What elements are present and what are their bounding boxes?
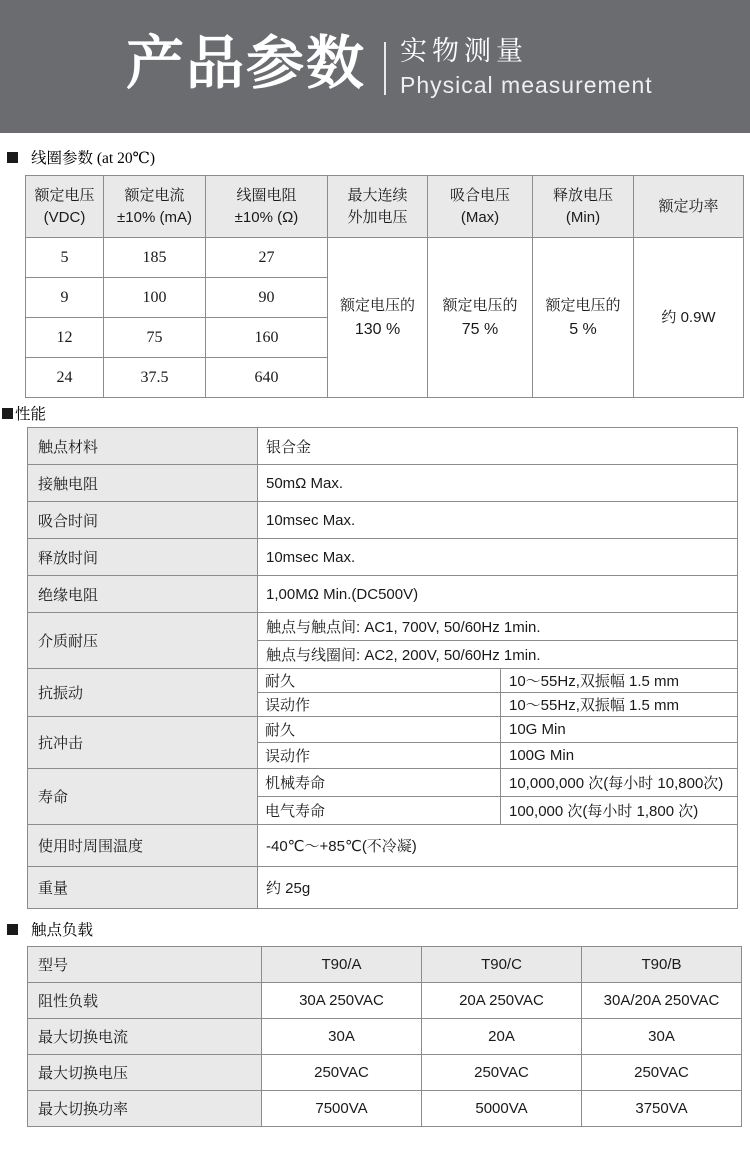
- header-line: (Max): [460, 208, 500, 226]
- perf-value: 10～55Hz,双振幅 1.5 mm: [501, 669, 738, 693]
- load-value: 3750VA: [582, 1091, 742, 1127]
- load-value: 20A: [422, 1019, 582, 1055]
- page-title: 产品参数: [126, 31, 367, 96]
- load-value: 30A: [262, 1019, 422, 1055]
- header-line: ±10% (Ω): [234, 208, 299, 226]
- merged-line: 5 %: [569, 320, 597, 338]
- contact-load-section-title: 触点负载: [31, 922, 94, 939]
- coil-parameters-table: [25, 175, 744, 398]
- load-model: T90/A: [262, 947, 422, 983]
- header-line: 线圈电阻: [236, 186, 297, 204]
- coil-header-row: [26, 176, 744, 238]
- header-line: 额定功率: [658, 197, 719, 215]
- load-label: 阻性负载: [28, 983, 262, 1019]
- coil-cell: 90: [206, 278, 328, 318]
- table-row: [28, 1091, 742, 1127]
- subtitle-chinese: 实物测量: [400, 36, 528, 66]
- table-row: [28, 613, 738, 641]
- perf-value: 10msec Max.: [258, 502, 738, 539]
- table-row: [28, 465, 738, 502]
- load-value: 5000VA: [422, 1091, 582, 1127]
- perf-subkey: 耐久: [258, 717, 501, 743]
- coil-cell: 100: [104, 278, 206, 318]
- perf-value: 触点与线圈间: AC2, 200V, 50/60Hz 1min.: [258, 641, 738, 669]
- header-line: ±10% (mA): [117, 208, 192, 226]
- coil-cell: 9: [26, 278, 104, 318]
- coil-cell: 640: [206, 358, 328, 398]
- coil-cell: 160: [206, 318, 328, 358]
- coil-cell: 185: [104, 238, 206, 278]
- coil-cell: 75: [104, 318, 206, 358]
- table-row: [28, 539, 738, 576]
- section-bullet-icon: [2, 408, 13, 419]
- load-value: 250VAC: [262, 1055, 422, 1091]
- header-divider: [384, 42, 386, 95]
- header-line: 外加电压: [347, 208, 408, 226]
- page-header: [0, 0, 750, 133]
- merged-line: 额定电压的: [545, 297, 621, 314]
- performance-section-title: 性能: [15, 406, 47, 423]
- perf-label: 重量: [28, 867, 258, 909]
- coil-col-header-rated-power: [634, 176, 744, 238]
- perf-label: 抗振动: [28, 669, 258, 717]
- load-value: 30A 250VAC: [262, 983, 422, 1019]
- load-model-label: 型号: [28, 947, 262, 983]
- header-line: 额定电流: [124, 186, 185, 204]
- coil-col-header-max-voltage: [328, 176, 428, 238]
- merged-line: 130 %: [354, 320, 401, 338]
- perf-value: 10msec Max.: [258, 539, 738, 576]
- coil-col-header-pickup-voltage: [428, 176, 533, 238]
- coil-cell: 27: [206, 238, 328, 278]
- coil-cell: 5: [26, 238, 104, 278]
- table-row: [28, 825, 738, 867]
- performance-section-heading: [2, 402, 750, 424]
- perf-value: 50mΩ Max.: [258, 465, 738, 502]
- header-line: 额定电压: [34, 186, 95, 204]
- header-line: 释放电压: [552, 186, 613, 204]
- load-model: T90/C: [422, 947, 582, 983]
- section-bullet-icon: [7, 924, 18, 935]
- coil-col-header-dropout-voltage: [533, 176, 634, 238]
- perf-label: 触点材料: [28, 428, 258, 465]
- perf-label: 接触电阻: [28, 465, 258, 502]
- perf-value: 10G Min: [501, 717, 738, 743]
- table-row: [28, 576, 738, 613]
- table-row: [28, 717, 738, 743]
- contact-load-table: [27, 946, 742, 1127]
- load-value: 250VAC: [582, 1055, 742, 1091]
- table-row: [28, 867, 738, 909]
- coil-cell: 24: [26, 358, 104, 398]
- contact-load-section-heading: [7, 918, 750, 940]
- performance-table: [27, 427, 738, 909]
- load-label: 最大切换功率: [28, 1091, 262, 1127]
- coil-col-header-rated-voltage: [26, 176, 104, 238]
- perf-value: 1,00MΩ Min.(DC500V): [258, 576, 738, 613]
- perf-value: 100,000 次(每小时 1,800 次): [501, 797, 738, 825]
- perf-label: 寿命: [28, 769, 258, 825]
- header-line: (VDC): [43, 208, 86, 226]
- header-subtitle: [400, 35, 653, 98]
- coil-col-header-coil-resistance: [206, 176, 328, 238]
- load-value: 20A 250VAC: [422, 983, 582, 1019]
- table-row: [28, 769, 738, 797]
- header-line: 最大连续: [347, 186, 408, 204]
- perf-value: 约 25g: [258, 867, 738, 909]
- perf-label: 介质耐压: [28, 613, 258, 669]
- perf-value: 触点与触点间: AC1, 700V, 50/60Hz 1min.: [258, 613, 738, 641]
- perf-value: 10,000,000 次(每小时 10,800次): [501, 769, 738, 797]
- coil-pickup-voltage-cell: [428, 238, 533, 398]
- header-line: (Min): [565, 208, 601, 226]
- load-model: T90/B: [582, 947, 742, 983]
- perf-subkey: 耐久: [258, 669, 501, 693]
- coil-cell: 12: [26, 318, 104, 358]
- coil-rated-power-cell: [634, 238, 744, 398]
- perf-subkey: 电气寿命: [258, 797, 501, 825]
- load-label: 最大切换电压: [28, 1055, 262, 1091]
- merged-line: 额定电压的: [339, 297, 415, 314]
- coil-data-row: [26, 238, 744, 278]
- perf-value: 银合金: [258, 428, 738, 465]
- table-row: [28, 502, 738, 539]
- perf-subkey: 机械寿命: [258, 769, 501, 797]
- perf-label: 释放时间: [28, 539, 258, 576]
- perf-value: 10～55Hz,双振幅 1.5 mm: [501, 693, 738, 717]
- coil-cell: 37.5: [104, 358, 206, 398]
- perf-subkey: 误动作: [258, 743, 501, 769]
- perf-subkey: 误动作: [258, 693, 501, 717]
- coil-section-heading: [7, 146, 750, 168]
- table-row: [28, 983, 742, 1019]
- load-label: 最大切换电流: [28, 1019, 262, 1055]
- table-row: [28, 428, 738, 465]
- coil-section-title: 线圈参数 (at 20℃): [31, 150, 156, 167]
- merged-line: 75 %: [461, 320, 499, 338]
- load-value: 30A: [582, 1019, 742, 1055]
- load-value: 30A/20A 250VAC: [582, 983, 742, 1019]
- load-value: 7500VA: [262, 1091, 422, 1127]
- perf-label: 抗冲击: [28, 717, 258, 769]
- section-bullet-icon: [7, 152, 18, 163]
- header-line: 吸合电压: [449, 186, 510, 204]
- coil-max-voltage-cell: [328, 238, 428, 398]
- table-row: [28, 1055, 742, 1091]
- perf-value: -40℃～+85℃(不冷凝): [258, 825, 738, 867]
- coil-col-header-rated-current: [104, 176, 206, 238]
- subtitle-english: Physical measurement: [400, 72, 653, 98]
- table-row: [28, 1019, 742, 1055]
- table-row: [28, 669, 738, 693]
- merged-line: 约 0.9W: [661, 308, 716, 326]
- perf-label: 使用时周围温度: [28, 825, 258, 867]
- merged-line: 额定电压的: [442, 297, 518, 314]
- perf-label: 绝缘电阻: [28, 576, 258, 613]
- perf-label: 吸合时间: [28, 502, 258, 539]
- load-value: 250VAC: [422, 1055, 582, 1091]
- load-header-row: [28, 947, 742, 983]
- perf-value: 100G Min: [501, 743, 738, 769]
- coil-dropout-voltage-cell: [533, 238, 634, 398]
